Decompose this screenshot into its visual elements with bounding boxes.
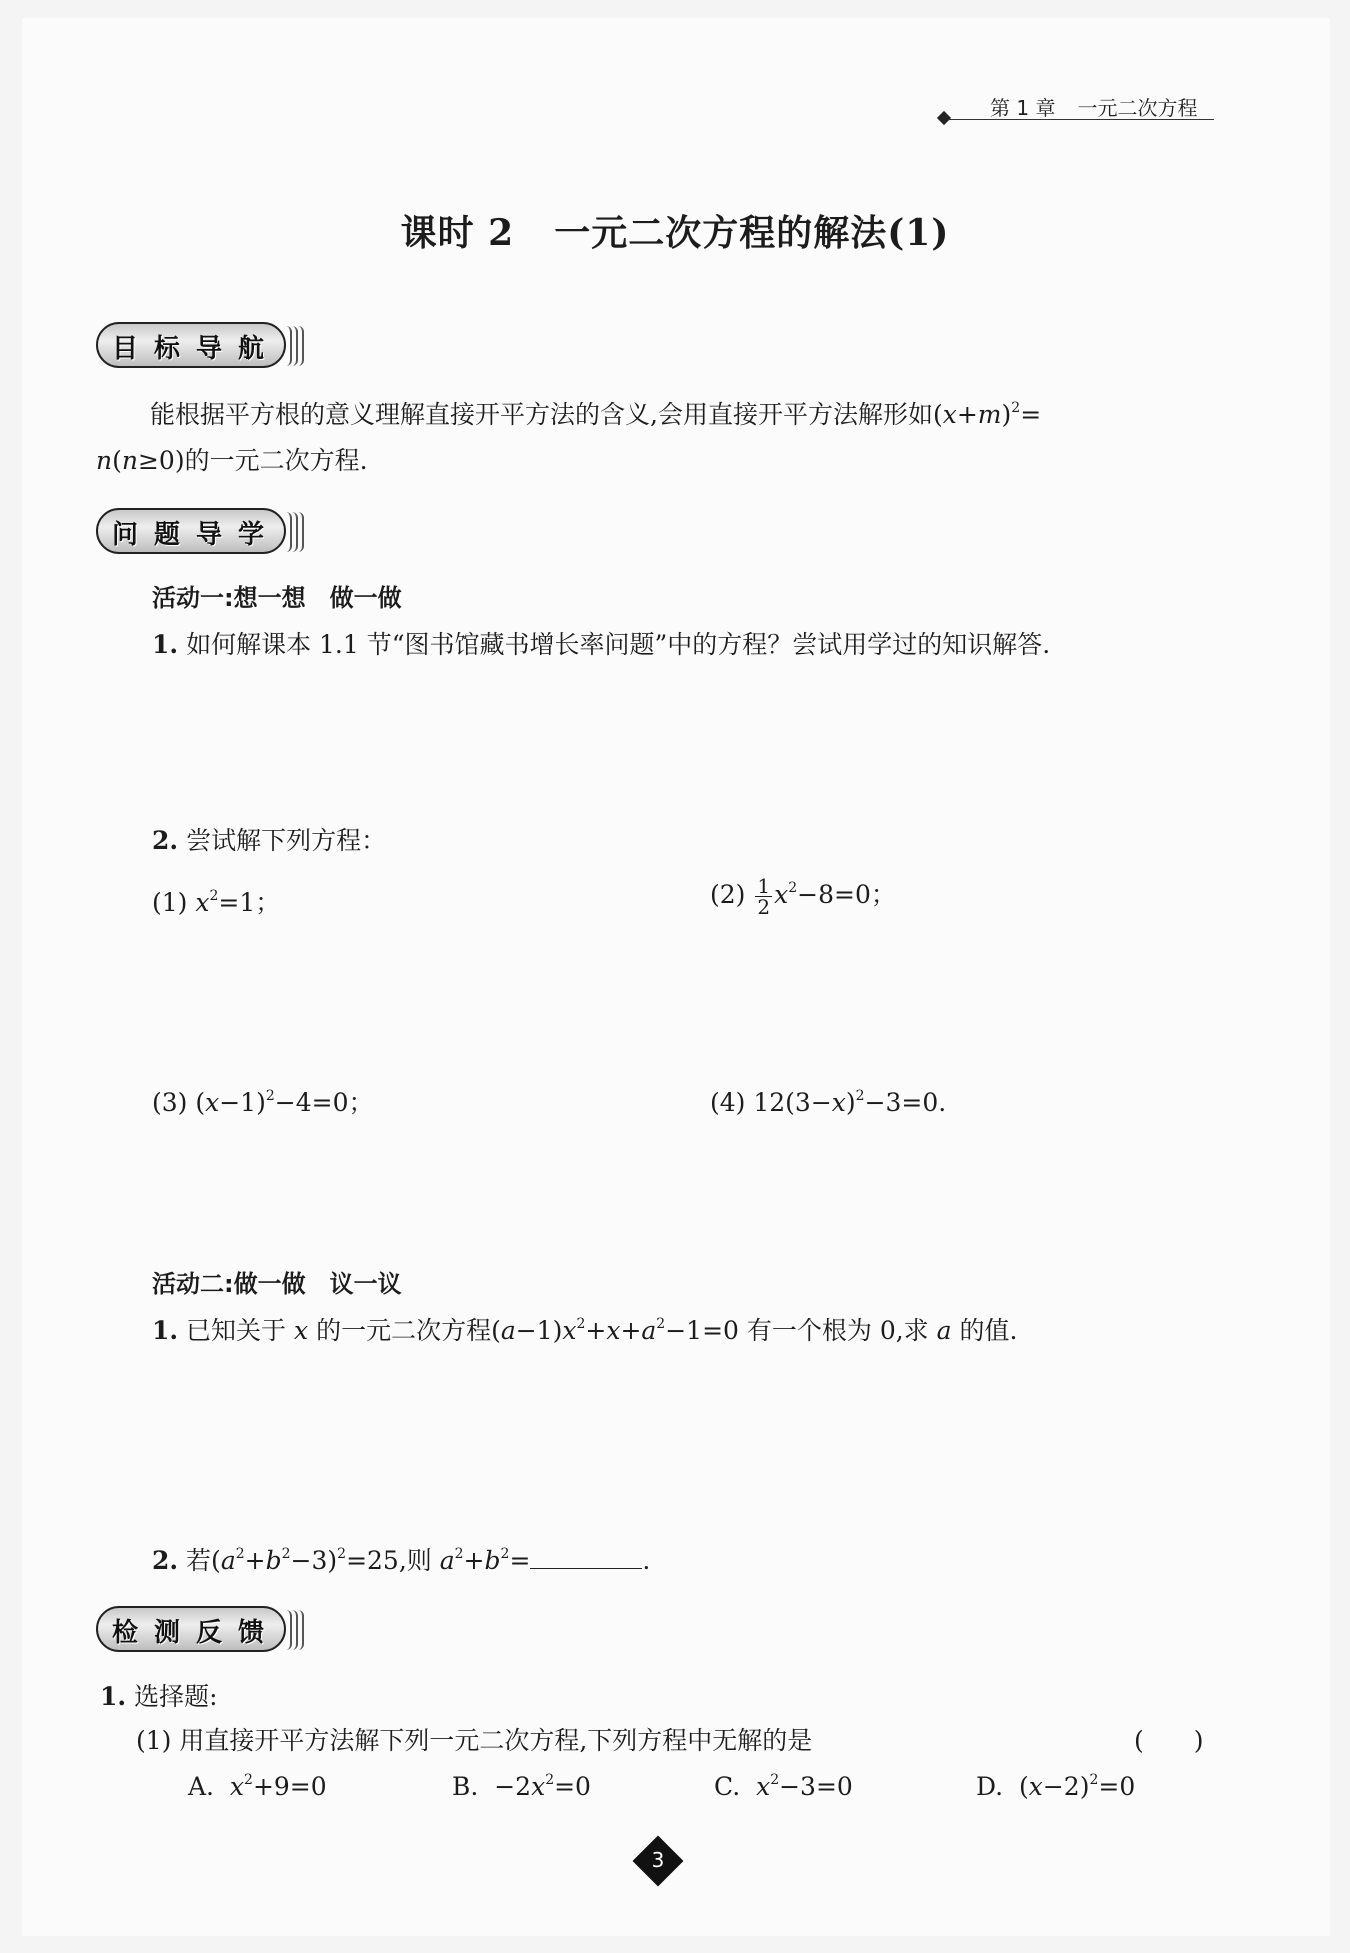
lesson-title [0,205,1350,256]
header-rule [948,119,1214,120]
equation-3: (3) $(x-1)^2-4=0$； [152,1088,374,1117]
chapter-title: 一元二次方程 [1077,96,1198,120]
lesson-number: 课时 2 [400,212,515,254]
chapter-label: 第 1 章 [990,96,1056,120]
option-d[interactable]: D. $(x-2)^2=0$ [976,1772,1136,1801]
page-number: 3 [651,1848,665,1872]
running-head [990,92,1197,121]
lesson-name: 一元二次方程的解法(1) [554,212,950,254]
feedback-q1: 1. 选择题: [100,1682,218,1711]
answer-blank[interactable] [530,1546,642,1569]
section-banner-feedback [96,1606,292,1654]
equation-2: (2) $\frac{1}{2}$ $x^2-8=0$； [710,874,896,919]
answer-bracket[interactable]: ( ) [1134,1726,1204,1755]
section-banner-goals [96,322,292,370]
activity1-q2: 2. 尝试解下列方程： [152,826,387,855]
section-label-goals: 目标导航 [112,334,281,364]
section-banner-questions [96,508,292,556]
activity2-q1: 1. 已知关于 x 的一元二次方程$(a-1)x^2+x+a^2-1=0$ 有一个根为 0,求 a 的值. [152,1316,1018,1345]
fraction: $\frac{1}{2}$ [757,874,771,919]
activity1-title: 活动一:想一想 做一做 [152,584,402,612]
activity2-q2: 2. 若$(a^2+b^2-3)^2=25$,则 $a^2+b^2=$ . [152,1546,651,1575]
feedback-sub1: (1) 用直接开平方法解下列一元二次方程,下列方程中无解的是 [136,1726,813,1755]
goal-text-line1: 能根据平方根的意义理解直接开平方法的含义,会用直接开平方法解形如$(x+m)^2=$ [150,400,1042,429]
equation-4: (4) $12(3-x)^2-3=0$. [710,1088,947,1117]
activity2-title: 活动二:做一做 议一议 [152,1270,402,1298]
activity1-q1: 1. 如何解课本 1.1 节“图书馆藏书增长率问题”中的方程？尝试用学过的知识解答. [152,630,1051,659]
section-label-feedback: 检测反馈 [112,1618,281,1648]
equation-1: (1) $x^2=1$； [152,888,281,917]
section-label-questions: 问题导学 [112,520,281,550]
option-b[interactable]: B. $-2x^2=0$ [452,1772,591,1801]
goal-text-line2: n(n≥0)的一元二次方程. [96,446,368,475]
option-c[interactable]: C. $x^2-3=0$ [714,1772,853,1801]
option-a[interactable]: A. $x^2+9=0$ [188,1772,327,1801]
